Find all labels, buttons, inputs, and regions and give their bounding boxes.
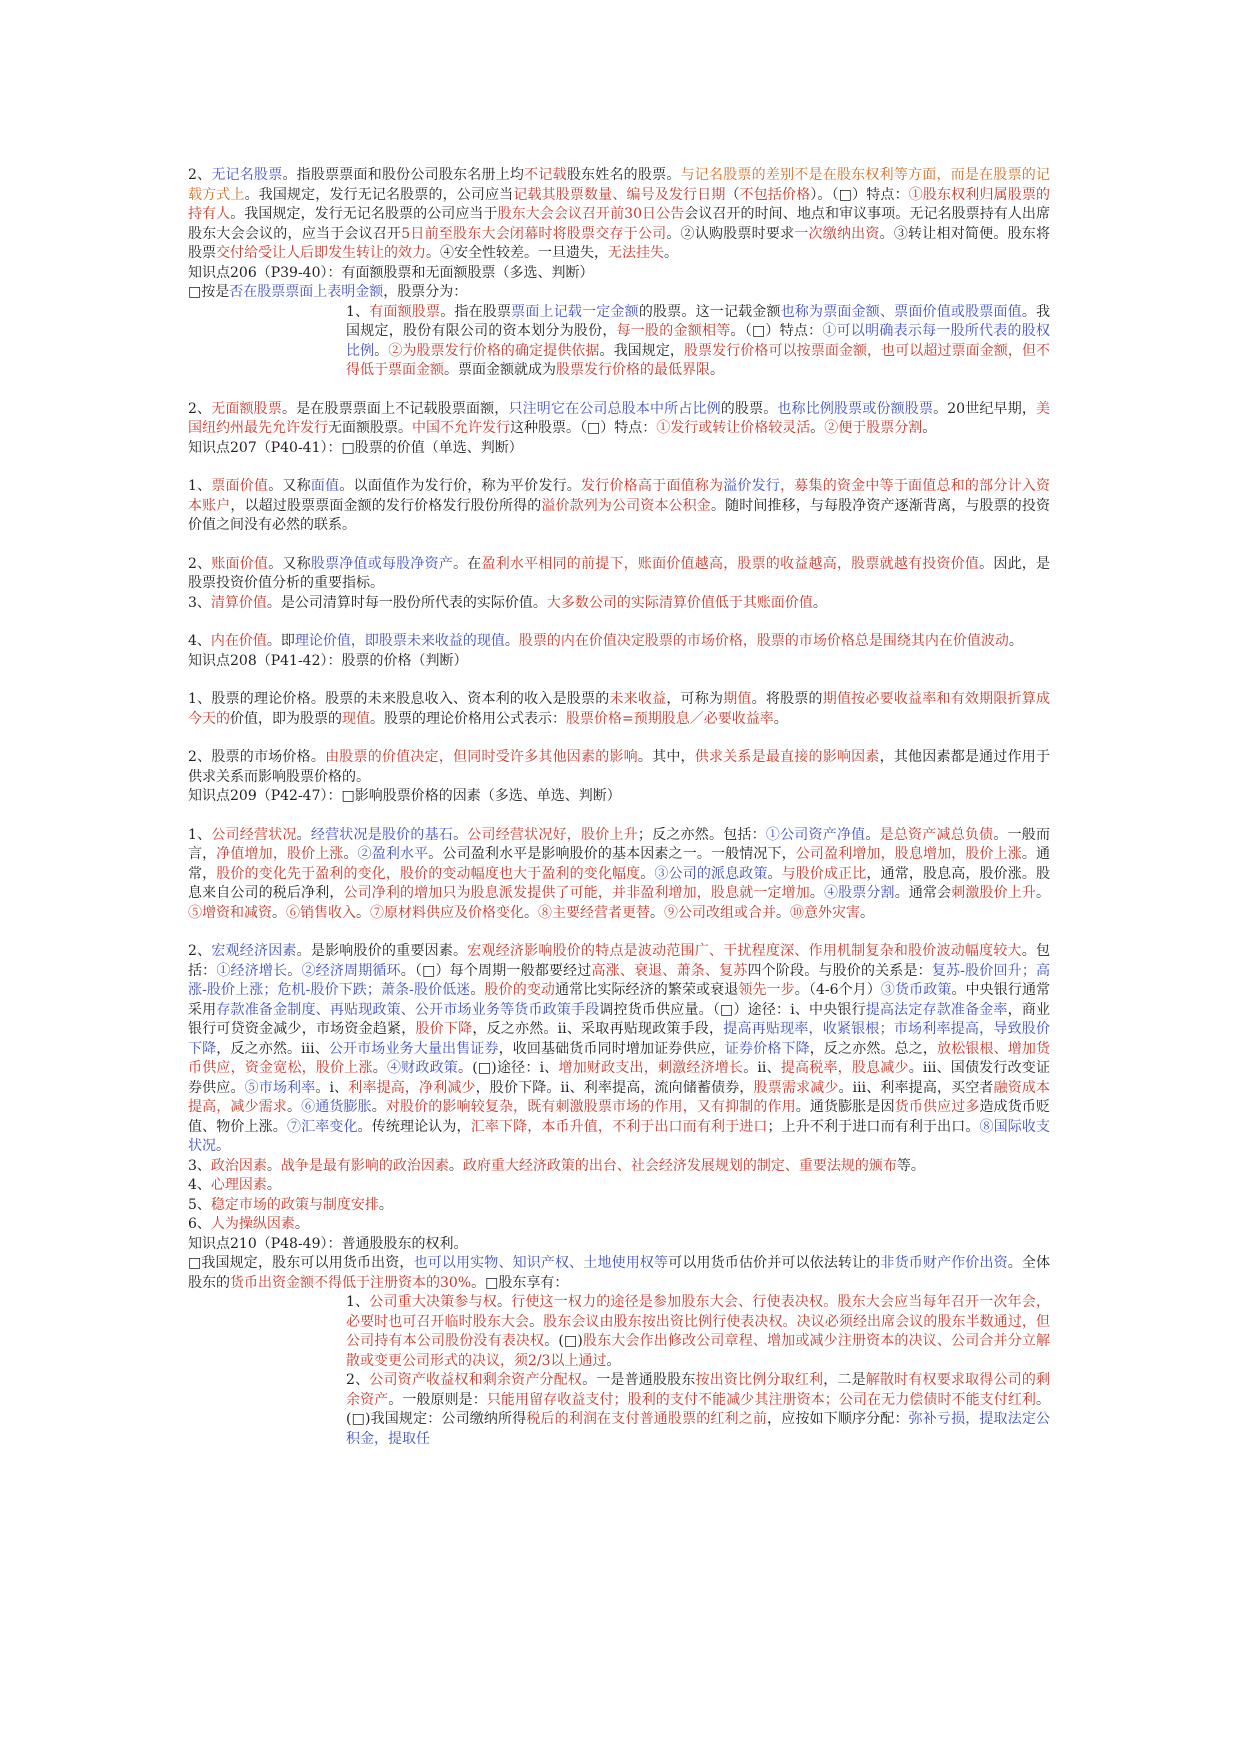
text-run: 经营状况是股价的基石 bbox=[310, 826, 454, 843]
text-run: 美国纽约州最先允许发行 bbox=[188, 400, 1051, 436]
text-run: 溢价款列为公司资本公积金 bbox=[541, 497, 711, 514]
text-run: ②便于股票分割 bbox=[824, 420, 923, 436]
paragraph-book-value bbox=[188, 555, 1050, 594]
text-run: 四个阶段。与股价的关系是： bbox=[747, 962, 932, 979]
text-run: 宏观经济影响股价的特点是波动范围广、干扰程度深、作用机制复杂和股价波动幅度较大 bbox=[467, 943, 1022, 959]
text-run: 。③转让相对简便。股东将股票 bbox=[188, 225, 1051, 261]
paragraph-no-par-stock bbox=[188, 400, 1050, 439]
text-run: 1、 bbox=[346, 303, 370, 320]
knowledge-point-heading bbox=[188, 264, 1050, 284]
text-run: 股价的变动 bbox=[484, 982, 556, 998]
text-run: 2、 bbox=[346, 1372, 370, 1388]
text-run: 股票发行价格的最低界限 bbox=[556, 362, 710, 378]
text-run: 。ⅲ、利率提高，买空者 bbox=[838, 1079, 994, 1096]
text-run: ①股东权利归属股票的持有人 bbox=[188, 186, 1051, 222]
text-run: □我国规定，股东可以用货币出资， bbox=[188, 1255, 414, 1271]
text-run: 中国不允许发行 bbox=[412, 420, 510, 436]
text-run: 领先一步 bbox=[738, 982, 795, 998]
text-run: 调控货币供应量。（□）途径：ⅰ、中央银行 bbox=[599, 1001, 866, 1018]
text-run: 。 bbox=[809, 885, 825, 901]
text-run: 。(□) bbox=[544, 1333, 583, 1349]
text-run: 每一股的金额相等 bbox=[616, 323, 731, 339]
text-run: （ bbox=[725, 186, 740, 203]
text-run: 股东大会作出修改公司章程、增加或减少注册资本的决议、公司合并分立解散或变更公司形式的决议，须2/3以上通过 bbox=[346, 1333, 1051, 1369]
text-run: ，反之亦然。总之， bbox=[809, 1040, 938, 1057]
text-run: ⑥销售收入 bbox=[286, 904, 356, 921]
text-run: 3、 bbox=[188, 594, 211, 611]
paragraph-company-operations bbox=[188, 826, 1050, 924]
text-run: 提高再贴现率，收紧银根；市场利率提高，导致股价下降 bbox=[188, 1021, 1051, 1057]
text-run: 2、 bbox=[188, 167, 212, 183]
text-run: 知识点210（P48-49）：普通股股东的权利。 bbox=[188, 1235, 468, 1252]
text-run: 。中央银行通常采用 bbox=[188, 982, 1051, 1018]
text-run: 。（□）每个周期一般都要经过 bbox=[400, 962, 592, 979]
text-run: 。我国规定，发行无记名股票的公司应当于 bbox=[230, 206, 498, 222]
text-run: 股票净值或每股净资产 bbox=[310, 555, 454, 572]
text-run: 。 bbox=[773, 710, 788, 727]
text-run: 。 bbox=[496, 1294, 512, 1310]
text-run: 的股票。 bbox=[720, 400, 778, 417]
text-run: 。 bbox=[1036, 885, 1051, 901]
text-run: ⑦原材料供应及价格变化 bbox=[370, 904, 524, 921]
text-run: 。以面值作为发行价，称为平价发行。 bbox=[339, 478, 582, 494]
text-run: 。 bbox=[216, 1138, 230, 1154]
text-run: ⑧国际收支状况 bbox=[188, 1118, 1051, 1154]
text-run: 。ⅲ、国债发行改变证券供应。 bbox=[188, 1060, 1051, 1096]
text-run: 。 bbox=[356, 904, 370, 921]
text-run: 按出资比例分取红利 bbox=[695, 1372, 824, 1388]
text-run: □按是 bbox=[188, 284, 230, 300]
text-run: 1、 bbox=[188, 478, 212, 494]
text-run: 可以用货币估价并可以依法转让的 bbox=[668, 1255, 881, 1271]
text-run: 股票的内在价值决定股票的市场价格，股票的市场价格总是围绕其内在价值波动 bbox=[518, 633, 1009, 649]
paragraph-anonymous-stock bbox=[188, 166, 1050, 264]
knowledge-point-heading bbox=[188, 1235, 1050, 1255]
text-run: ，股价下降。ⅱ、利率提高，流向储蓄债券， bbox=[475, 1079, 754, 1096]
text-run: 溢价发行 bbox=[723, 478, 781, 494]
text-run: 。（4-6个月） bbox=[794, 982, 881, 998]
text-run: 4、 bbox=[188, 1177, 211, 1193]
text-run: 行使这一权力的途径是参加股东大会、行使表决权。股东大会应当每年召开一次年会，必要时也可召开临时股东大会 bbox=[346, 1294, 1050, 1330]
text-run: 存款准备金制度、再贴现政策、公开市场业务等货币政策手段 bbox=[216, 1001, 600, 1018]
paragraph-psychological-factors bbox=[188, 1176, 1050, 1196]
text-run: 战争是最有影响的政治因素 bbox=[280, 1157, 449, 1174]
text-run: 公司盈利增加，股息增加，股价上涨 bbox=[795, 846, 1022, 862]
text-run: 。其中， bbox=[637, 749, 695, 765]
text-run: 期值 bbox=[723, 691, 752, 707]
text-run: 知识点209（P42-47）：□影响股票价格的因素（多选、单选、判断） bbox=[188, 788, 621, 804]
text-run: 。又称 bbox=[268, 555, 311, 572]
text-run: 大多数公司的实际清算价值低于其账面价值 bbox=[546, 594, 813, 611]
text-run: ⑩意外灾害 bbox=[790, 904, 860, 921]
text-run: 公司经营状况 bbox=[211, 826, 297, 843]
text-run: ，通常，股息高，股价涨。股息来自公司的税后净利， bbox=[188, 865, 1051, 901]
text-run: 。又称 bbox=[268, 478, 311, 494]
text-run: 。我国规定，股份有限公司的资本划分为股份， bbox=[346, 303, 1051, 339]
text-run: 是总资产减总负债 bbox=[879, 826, 994, 843]
text-run: 复苏-股价回升；高涨-股价上涨；危机-股价下跌；萧条-股价低迷 bbox=[188, 962, 1051, 998]
knowledge-point-heading bbox=[188, 787, 1050, 807]
document-body bbox=[188, 166, 1050, 1449]
text-run: 无面额股票。 bbox=[328, 420, 412, 436]
text-run: 。 bbox=[640, 865, 655, 882]
text-run: 。即 bbox=[266, 633, 295, 649]
text-run: 。 bbox=[606, 1352, 621, 1369]
text-run: 汇率下降，本币升值，不利于出口而有利于进口 bbox=[470, 1118, 768, 1135]
text-run: 只能用留存收益支付；股利的支付不能减少其注册资本；公司在无力偿债时不能支付红利 bbox=[486, 1391, 1037, 1408]
text-run: ，商业银行可贷资金减少，市场资金趋紧， bbox=[188, 1001, 1051, 1037]
text-run: 未来收益 bbox=[609, 691, 667, 707]
paragraph-policy-stability bbox=[188, 1196, 1050, 1216]
text-run: 政治因素 bbox=[210, 1157, 267, 1174]
text-run: 5日前至股东大会闭幕时将股票交存于公司 bbox=[401, 225, 667, 242]
text-run: 无记名股票 bbox=[211, 167, 283, 183]
paragraph-macro-factors bbox=[188, 942, 1050, 1157]
text-run: 股价的变化先于盈利的变化，股价的变动幅度也大于盈利的变化幅度 bbox=[216, 865, 641, 882]
text-run: 。通货膨胀是因 bbox=[795, 1099, 895, 1115]
text-run: 股票需求减少 bbox=[753, 1079, 839, 1096]
text-run: 只注明它在公司总股本中所占比例 bbox=[508, 400, 721, 417]
text-run: 1、 bbox=[188, 826, 212, 843]
text-run: 。包括： bbox=[188, 943, 1050, 979]
text-run: 。我国规定， bbox=[599, 342, 684, 359]
text-run: 。全体股东的 bbox=[188, 1255, 1051, 1291]
text-run: ，以超过股票票面金额的发行价格发行股份所得的 bbox=[230, 497, 542, 514]
text-run: ⑦汇率变化 bbox=[286, 1118, 358, 1135]
text-run: 。ⅱ、 bbox=[743, 1060, 781, 1076]
text-run: 也称比例股票或份额股票 bbox=[777, 400, 934, 417]
text-run: ④股票分割 bbox=[824, 885, 895, 901]
text-run: 。 bbox=[810, 420, 825, 436]
text-run: 融资成本提高，减少需求 bbox=[188, 1079, 1051, 1115]
text-run: 通常比实际经济的繁荣或衰退 bbox=[555, 982, 739, 998]
paragraph-income-rights bbox=[188, 1371, 1050, 1449]
text-run: ，募集的资金中等于面值总和的部分计入资本账户 bbox=[188, 478, 1051, 514]
text-run: 与记名股票的差别不是在股东权利等方面，而是在股票的记载方式上 bbox=[188, 167, 1051, 203]
text-run: 理论价值，即股票未来收益的现值 bbox=[294, 633, 505, 649]
text-run: 5、 bbox=[188, 1196, 211, 1213]
text-run: 。（□）特点： bbox=[730, 323, 823, 339]
text-run: 。股票的理论价格用公式表示： bbox=[370, 710, 566, 727]
text-run: ③货币政策 bbox=[880, 982, 952, 998]
text-run: 弥补亏损，提取法定公积金，提取任 bbox=[346, 1411, 1051, 1447]
paragraph-political-factors bbox=[188, 1157, 1050, 1177]
text-run: 无法挂失 bbox=[608, 245, 664, 261]
text-run: 。 bbox=[378, 1196, 393, 1213]
text-run: ⑤增资和减资 bbox=[188, 904, 272, 921]
text-run: ①可以明确表示每一股所代表的股权比例 bbox=[346, 323, 1051, 359]
text-run: 非货币财产作价出资 bbox=[880, 1255, 1008, 1271]
text-run: 。随时间推移，与每股净资产逐渐背离，与股票的投资价值之间没有必然的联系。 bbox=[188, 497, 1051, 533]
text-run: 货币出资金额不得低于注册资本的30% bbox=[230, 1274, 472, 1291]
text-run: 知识点207（P40-41）：□股票的价值（单选、判断） bbox=[188, 439, 523, 456]
text-run: ③公司的派息政策 bbox=[654, 865, 768, 882]
text-run: ，收回基础货币同时增加证券供应， bbox=[498, 1040, 725, 1057]
text-run: 。票面金额就成为 bbox=[444, 362, 556, 378]
text-run: 的股票。这一记载金额 bbox=[638, 303, 781, 320]
text-run: 股东姓名的股票。 bbox=[566, 167, 681, 183]
text-run: 心理因素 bbox=[210, 1177, 267, 1193]
text-run: 净值增加，股价上涨 bbox=[216, 846, 344, 862]
text-run: 无面额股票 bbox=[211, 400, 282, 417]
text-run: ；上升不利于进口而有利于出口。 bbox=[767, 1118, 980, 1135]
text-run: 否在股票票面上表明金额 bbox=[229, 284, 384, 300]
text-run: 提高法定存款准备金率 bbox=[865, 1001, 1008, 1018]
text-run: 公司资产收益权和剩余资产分配权 bbox=[369, 1372, 583, 1388]
text-run: 公司重大决策参与权 bbox=[369, 1294, 497, 1310]
text-run: 政府重大经济政策的出台、社会经济发展规划的制定、重要法规的颁布 bbox=[462, 1157, 897, 1174]
text-run: 。一般而言， bbox=[188, 826, 1051, 862]
text-run: ①公司资产净值 bbox=[765, 826, 866, 843]
text-run: 股东大会会议召开前30日公告 bbox=[497, 206, 685, 222]
text-run: ⑥通货膨胀 bbox=[301, 1099, 372, 1115]
text-run: 2、股票的市场价格。 bbox=[188, 749, 326, 765]
text-run: 等。 bbox=[896, 1157, 925, 1174]
paragraph-liquidation-value bbox=[188, 594, 1050, 614]
text-run: 。 bbox=[529, 1313, 544, 1330]
text-run: 面值 bbox=[310, 478, 340, 494]
paragraph-capital-contribution bbox=[188, 1254, 1050, 1293]
text-run: ，应按如下顺序分配： bbox=[767, 1411, 909, 1427]
text-run: 供求关系是最直接的影响因素 bbox=[694, 749, 880, 765]
text-run: 对股价的影响较复杂，既有刺激股票市场的作用，又有抑制的作用 bbox=[385, 1099, 796, 1115]
text-run: 高涨、衰退、萧条、复苏 bbox=[591, 962, 748, 979]
text-run: ①经济增长 bbox=[216, 962, 288, 979]
text-run: 放松银根、增加货币供应，资金宽松，股价上涨 bbox=[188, 1040, 1051, 1076]
text-run: 。指在股票 bbox=[440, 303, 512, 320]
text-run: 。(□)途径：ⅰ、 bbox=[457, 1060, 559, 1076]
text-run: 这种股票。（□）特点： bbox=[510, 420, 657, 436]
text-run: 股票发行价格可以按票面金额，也可以超过票面金额，但不得低于票面金额 bbox=[346, 342, 1051, 378]
text-run: 有面额股票 bbox=[369, 303, 441, 320]
text-run: ⑧主要经营者更替 bbox=[538, 904, 650, 921]
text-run: 。通常， bbox=[188, 846, 1051, 882]
text-run: 。 bbox=[865, 826, 880, 843]
text-run: ②盈利水平 bbox=[357, 846, 429, 862]
text-run: 股价下降 bbox=[415, 1021, 473, 1037]
text-run: 。 bbox=[710, 362, 724, 378]
text-run: 现值 bbox=[342, 710, 370, 727]
text-run: 票面价值 bbox=[211, 478, 269, 494]
text-run: 宏观经济因素 bbox=[211, 943, 297, 959]
paragraph-decision-rights bbox=[188, 1293, 1050, 1371]
text-run: 不包括价格 bbox=[739, 186, 811, 203]
text-run: 。一是普通股股东 bbox=[582, 1372, 696, 1388]
text-run: 。④安全性较差。一旦遗失， bbox=[426, 245, 608, 261]
text-run: ，可称为 bbox=[666, 691, 724, 707]
text-run: 股票价格=预期股息／必要收益率 bbox=[566, 710, 774, 727]
text-run: 记载其股票数量、编号及发行日期 bbox=[513, 186, 726, 203]
text-run: 税后的利润在支付普通股票的红利之前 bbox=[526, 1411, 768, 1427]
text-run: 。传统理论认为， bbox=[357, 1118, 471, 1135]
text-run: ②经济周期循环 bbox=[301, 962, 401, 979]
text-run: 。(□)我国规定：公司缴纳所得 bbox=[346, 1391, 1051, 1427]
text-run: 。 bbox=[1008, 633, 1023, 649]
knowledge-point-heading bbox=[188, 652, 1050, 672]
text-run: 。 bbox=[286, 1099, 302, 1115]
text-run: 清算价值 bbox=[210, 594, 267, 611]
text-run: 2、 bbox=[188, 555, 212, 572]
text-run: 解散时有权要求取得公司的剩余资产 bbox=[346, 1372, 1051, 1408]
text-run: 。是公司清算时每一股份所代表的实际价值。 bbox=[266, 594, 547, 611]
text-run: 。ⅰ、 bbox=[315, 1079, 349, 1096]
text-run: 。 bbox=[767, 865, 782, 882]
paragraph-market-price bbox=[188, 748, 1050, 787]
text-run: 知识点208（P41-42）：股票的价格（判断） bbox=[188, 652, 468, 669]
text-run: 货币供应过多 bbox=[894, 1099, 980, 1115]
text-run: ④财政政策 bbox=[386, 1060, 458, 1076]
text-run: 。 bbox=[374, 342, 389, 359]
text-run: 。是影响股价的重要因素。 bbox=[296, 943, 468, 959]
text-run: 会议召开的时间、地点和审议事项。无记名股票持有人出席股东大会会议的，应当于会议召开 bbox=[188, 206, 1051, 242]
text-run: 。 bbox=[776, 904, 790, 921]
text-run: 。 bbox=[343, 846, 358, 862]
text-run: 。公司盈利水平是影响股价的基本因素之一。一般情况下， bbox=[428, 846, 796, 862]
text-run: 与股价成正比 bbox=[781, 865, 867, 882]
text-run: 2、 bbox=[188, 943, 212, 959]
text-run: 。 bbox=[266, 1177, 281, 1193]
text-run: 。 bbox=[272, 904, 286, 921]
text-run: 6、 bbox=[188, 1216, 211, 1232]
text-run: ，反之亦然。ⅲ、 bbox=[216, 1040, 329, 1057]
text-run: 。 bbox=[860, 904, 874, 921]
text-run: ⑤市场利率 bbox=[244, 1079, 316, 1096]
text-run: 。在 bbox=[453, 555, 482, 572]
text-run: 。 bbox=[287, 962, 302, 979]
text-run: 。 bbox=[524, 904, 538, 921]
text-run: 公司净利的增加只为股息派发提供了可能，并非盈利增加，股息就一定增加 bbox=[343, 885, 810, 901]
text-run: 。 bbox=[470, 982, 485, 998]
text-run: 价值，即为股票的 bbox=[230, 710, 342, 727]
text-run: 。 bbox=[453, 826, 468, 843]
text-run: 。一般原则是： bbox=[388, 1391, 487, 1408]
text-run: 。 bbox=[294, 1216, 309, 1232]
text-run: 。□股东享有： bbox=[471, 1274, 569, 1291]
text-run: 公开市场业务大量出售证券 bbox=[328, 1040, 499, 1057]
text-run: ①发行或转让价格较灵活 bbox=[656, 420, 811, 436]
text-run: 由股票的价值决定，但同时受许多其他因素的影响 bbox=[325, 749, 638, 765]
text-run: ；反之亦然。包括： bbox=[637, 826, 766, 843]
text-run: 1、股票的理论价格。股票的未来股息收入、资本利的收入是股票的 bbox=[188, 691, 610, 707]
text-run: 内在价值 bbox=[210, 633, 267, 649]
paragraph-theoretical-price bbox=[188, 690, 1050, 729]
text-run: 增加财政支出，刺激经济增长 bbox=[558, 1060, 744, 1076]
text-run: 也称为票面金额、票面价值或股票面值 bbox=[780, 303, 1022, 320]
text-run: 。 bbox=[448, 1157, 463, 1174]
paragraph-manipulation bbox=[188, 1215, 1050, 1235]
text-run: 。因此，是股票投资价值分析的重要指标。 bbox=[188, 555, 1051, 591]
text-run: 交付给受让人后即发生转让的效力 bbox=[216, 245, 426, 261]
text-run: 。②认购股票时要求 bbox=[666, 225, 795, 242]
knowledge-point-heading bbox=[188, 439, 1050, 459]
text-run: 稳定市场的政策与制度安排 bbox=[210, 1196, 379, 1213]
text-run: 。是在股票票面上不记载股票面额， bbox=[282, 400, 509, 417]
text-run: 。 bbox=[371, 1099, 386, 1115]
text-run: 期值按必要收益率和有效期限折算成今天的 bbox=[188, 691, 1051, 727]
text-run: 盈利水平相同的前提下，账面价值越高，股票的收益越高，股票就越有投资价值 bbox=[481, 555, 980, 572]
text-run: 知识点206（P39-40）：有面额股票和无面额股票（多选、判断） bbox=[188, 264, 594, 281]
paragraph-intrinsic-value bbox=[188, 632, 1050, 652]
text-run: 股东会议由股东按出资比例行使表决权。决议必须经出席会议的股东半数通过，但公司持有本公司股份没有表决权 bbox=[346, 1313, 1051, 1349]
text-run: ，其他因素都是通过作用于供求关系而影响股票价格的。 bbox=[188, 749, 1051, 785]
paragraph-par-value-intro bbox=[188, 283, 1050, 303]
text-run: 造成货币贬值、物价上涨。 bbox=[188, 1099, 1051, 1135]
text-run: 1、 bbox=[346, 1294, 370, 1310]
text-run: 。 bbox=[372, 1060, 387, 1076]
text-run: 证券价格下降 bbox=[724, 1040, 810, 1057]
text-run: 也可以用实物、知识产权、土地使用权等 bbox=[413, 1255, 669, 1271]
text-run: 。 bbox=[504, 633, 519, 649]
text-run: ，股票分为： bbox=[383, 284, 468, 300]
text-run: 。 bbox=[296, 826, 311, 843]
text-run: 。20世纪早期， bbox=[933, 400, 1037, 417]
text-run: 账面价值 bbox=[211, 555, 269, 572]
text-run: 刺激股价上升 bbox=[951, 885, 1037, 901]
text-run: 利率提高，净利减少 bbox=[348, 1079, 476, 1096]
text-run: ）。（□）特点： bbox=[810, 186, 909, 203]
text-run: 公司经营状况好，股价上升 bbox=[467, 826, 638, 843]
text-run: 不记载 bbox=[524, 167, 567, 183]
text-run: 发行价格高于面值称为 bbox=[581, 478, 724, 494]
paragraph-face-value bbox=[188, 477, 1050, 536]
text-run: 一次缴纳出资 bbox=[794, 225, 880, 242]
text-run: 。 bbox=[266, 1157, 281, 1174]
text-run: ⑨公司改组或合并 bbox=[664, 904, 776, 921]
text-run: 。通常会 bbox=[894, 885, 952, 901]
text-run: ②为股票发行价格的确定提供依据 bbox=[388, 342, 600, 359]
text-run: ，反之亦然。ⅱ、采取再贴现政策手段， bbox=[472, 1021, 724, 1037]
text-run: 票面上记载一定金额 bbox=[511, 303, 639, 320]
text-run: 。 bbox=[650, 904, 664, 921]
text-run: 。我国规定，发行无记名股票的，公司应当 bbox=[244, 186, 514, 203]
text-run: 。将股票的 bbox=[751, 691, 823, 707]
text-run: 3、 bbox=[188, 1157, 211, 1174]
text-run: ，二是 bbox=[823, 1372, 866, 1388]
text-run: 2、 bbox=[188, 400, 212, 417]
text-run: 。 bbox=[664, 245, 678, 261]
text-run: 提高税率，股息减少 bbox=[780, 1060, 909, 1076]
text-run: 人为操纵因素 bbox=[210, 1216, 295, 1232]
text-run: 。指股票票面和股份公司股东名册上均 bbox=[282, 167, 525, 183]
paragraph-par-value-stock bbox=[188, 303, 1050, 381]
text-run: 。 bbox=[812, 594, 827, 611]
text-run: 4、 bbox=[188, 633, 211, 649]
text-run: 。 bbox=[922, 420, 937, 436]
